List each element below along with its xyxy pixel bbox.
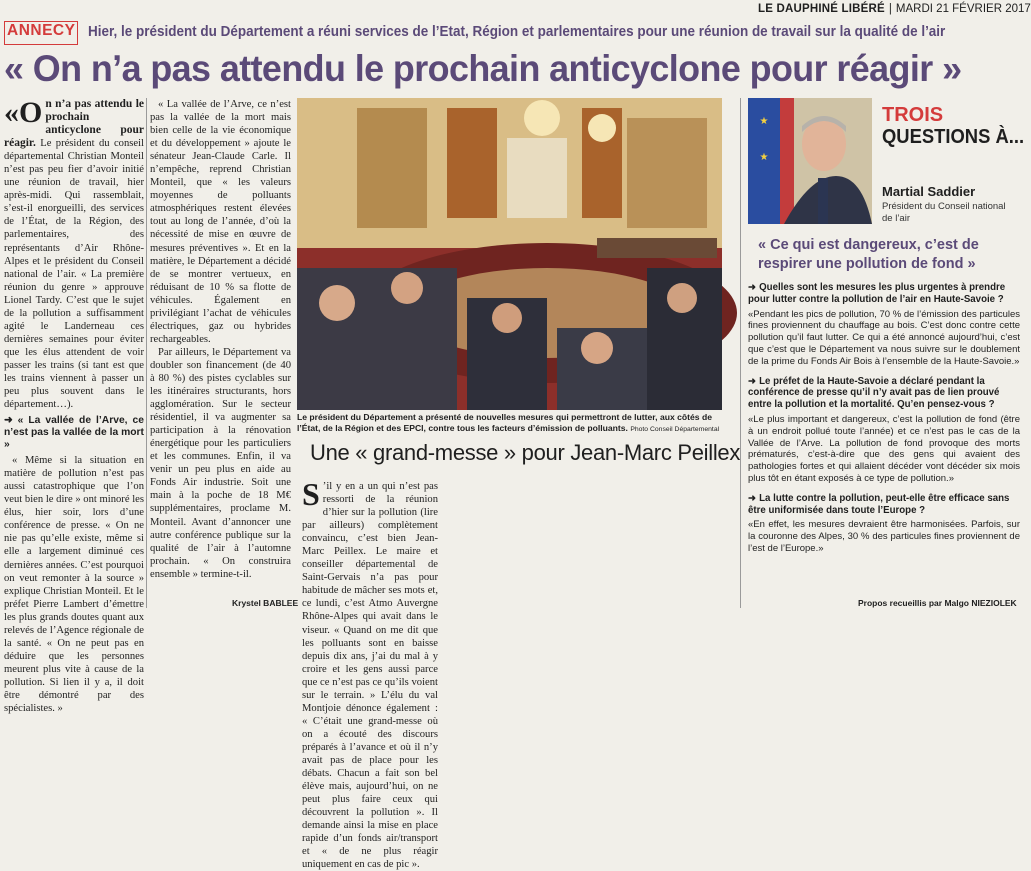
arrow-icon: ➜: [748, 375, 757, 387]
side-article-text: ’il y en a un qui n’est pas ressorti de la réunion d’hier sur la pollution (lire par ailleurs) complètement convaincu, c’est bien Jean-Marc Peillex. Le maire et conseiller départemental de Saint-Gervais n’a pas pour habitude de mâcher ses mots et, ce lundi, c’est Atmo Auvergne Rhône-Alpes qui avait dans le viseur. « Quand on me dit que les polluants sont en baisse depuis dix ans, j’ai du mal à y croire et les gens aussi parce que ce n’est pas ce qu’ils voient sur le terrain. » L’élu du val Montjoie dénonce également : « C’était une grand-messe où on a écouté des discours préparés à l’avance et où il n’y avait pas de place pour les débats. Chacun a fait son bel élève mais, aujourd’hui, on ne peut plus faire ceux qui découvrent la pollution ». Il demande ainsi la mise en place rapide d’un fonds air/transport et « de ne plus réagir uniquement en cas de pic ».: [302, 481, 438, 871]
issue-date: MARDI 21 FÉVRIER 2017: [895, 3, 1031, 15]
svg-text:★: ★: [759, 152, 769, 163]
interview-answer: «En effet, les mesures devraient être harmonisées. Parfois, sur la couronne des Alpes, 30 % des particules fines proviennent de l’est de l’Europe.»: [748, 519, 1020, 554]
article-column-1: [4, 96, 144, 715]
side-article-title: Une « grand-messe » pour Jean-Marc Peillex: [310, 440, 741, 465]
lead-quote: n n’a pas attendu le prochain anticyclone pour réagir.: [4, 98, 144, 150]
side-article-column-1: [302, 476, 438, 871]
drop-letter: O: [19, 96, 43, 129]
question-text: La lutte contre la pollution, peut-elle être efficace sans être uniformisée dans toute l’Europe ?: [748, 492, 1010, 516]
article-paragraph: Par ailleurs, le Département va doubler son financement (de 40 à 80 %) des pistes cyclables sur les itinéraires structurants, hors agglomération. Sur le secteur résidentiel, il va augmenter sa participation à la rénovation énergétique pour les particuliers et les communes. Enfin, il va venir un peu plus en aide au Fonds Air industrie. Soit une main à la poche de 18 M€ supplémentaires, proclame M. Monteil. Avant d’annoncer une autre conférence publique sur la qualité de l’air à l’automne prochain. « On construira ensemble » termine-t-il.: [150, 346, 291, 580]
photo-caption: [297, 412, 722, 435]
portrait-illustration: [748, 98, 872, 224]
section-label: ANNECY: [7, 22, 76, 39]
drop-cap: S: [302, 476, 320, 512]
arrow-icon: ➜: [748, 492, 757, 504]
interviewee-role: Président du Conseil national de l’air: [882, 201, 1006, 224]
column-divider: [740, 98, 741, 608]
interview-pullquote: « Ce qui est dangereux, c’est de respirer une pollution de fond »: [758, 237, 979, 272]
lead-paragraph: [4, 98, 144, 411]
article-column-2: [150, 98, 291, 610]
drop-quote-mark: «: [4, 96, 19, 129]
photo-credit: Photo Conseil Départemental: [630, 426, 720, 433]
article-paragraph: « Même si la situation en matière de pollution n’est pas aussi catastrophique que l’on veut bien le dire » ont minoré les élus, hier soir, lors d’une conférence de presse. « On ne nie pas qu’elle existe, même si elle a largement diminué ces dernières années. C’est pourquoi on veut remonter à la source » explique Christian Monteil. Et le préfet Pierre Lambert d’émettre les plus grands doutes quant aux relevés de l’Agence régionale de la santé. « On ne peut pas en déduire que les personnes meurent plus vite à cause de la pollution. Si lien il y a, il doit être démontré par des spécialistes. »: [4, 455, 144, 715]
newspaper-name: LE DAUPHINÉ LIBÉRÉ: [758, 3, 885, 15]
interview-question: [748, 493, 1020, 517]
question-text: Le préfet de la Haute-Savoie a déclaré pendant la conférence de presse qu’il n’y avait pas de lien prouvé entre la pollution et la mortalité. Qu’en pensez-vous ?: [748, 375, 1000, 411]
interview-qa: [748, 282, 1020, 602]
question-text: Quelles sont les mesures les plus urgentes à prendre pour lutter contre la pollution de l’air en Haute-Savoie ?: [748, 282, 1006, 305]
interview-answer: «Pendant les pics de pollution, 70 % de l’émission des particules fines proviennent du chauffage au bois. C’est donc contre cette pollution qu’il faut lutter. Ce qui a été annoncé aujourd’hui, c’est que c’est que le Département va nous suivre sur le doublement de la prime du Fonds Air Bois à l’ensemble de la Haute-Savoie.»: [748, 308, 1020, 367]
side-article-paragraph: [302, 476, 438, 871]
interview-kicker-red: TROIS: [882, 104, 944, 126]
masthead-separator: |: [888, 3, 892, 15]
meeting-photo: [297, 98, 722, 410]
drop-cap: [4, 96, 43, 129]
subhead: Hier, le président du Département a réuni services de l’Etat, Région et parlementaires pour une réunion de travail sur la qualité de l’air: [88, 24, 946, 40]
interview-credit: Propos recueillis par Malgo NIEZIOLEK: [858, 598, 1017, 608]
column-divider: [146, 98, 147, 608]
interview-question: [748, 376, 1020, 411]
article-paragraph: « La vallée de l’Arve, ce n’est pas la vallée de la mort mais bien celle de la vie économique et du développement » ajoute le sénateur Jean-Claude Carle. Il n’empêche, reprend Christian Monteil, que « les valeurs moyennes de polluants atmosphériques restent élevées tout au long de l’année, d’où la nécessité de mise en œuvre de mesures préventives ». Et en la matière, le Département a décidé de se montrer vertueux, en réduisant de 10 % sa flotte de véhicules. Également en privilégiant l’achat de véhicules électriques, gaz ou hybrides rechargeables.: [150, 99, 291, 345]
article-question-text: « La vallée de l’Arve, ce n’est pas la vallée de la mort »: [4, 415, 144, 451]
svg-text:★: ★: [759, 116, 769, 127]
arrow-icon: ➜: [748, 282, 757, 293]
council-chamber-illustration: [297, 98, 722, 410]
photo-caption-text: Le président du Département a présenté de nouvelles mesures qui permettront de lutter, aux côtés de l’État, de la Région et des EPCI, contre tous les facteurs d’émission de polluants.: [297, 412, 713, 433]
interview-answer: «Le plus important et dangereux, c’est la pollution de fond (être à un endroit pollué toute l’année) et ce n’est pas le cas de la Vallée de l’Arve. La pollution de fond provoque des morts prématurés, c’est-à-dire que des gens qui avaient des pathologies fortes et qui allaient décéder vont décéder six mois plus tôt en étant exposés à ce type de pollution.»: [748, 413, 1020, 484]
interview-kicker: QUESTIONS À...: [882, 126, 1025, 148]
portrait-photo: [748, 98, 872, 224]
article-paragraph: Le président du conseil départemental Christian Monteil n’est pas peu fier d’avoir initié une réunion de travail, hier après-midi. Qui rassemblait, s’est-il enorgueilli, des services de l’État, de la Région, des parlementaires, des représentants d’Air Rhône-Alpes et le président du Conseil national de l’air. « La première réunion du genre » approuve Lionel Tardy. C’est que le sujet de la pollution a suffisamment agité le Landerneau ces dernières semaines pour éviter que les élus attendent de voir passer les trains (si tant est que les trains viennent à passer un peu plus souvent dans le département…).: [4, 138, 144, 411]
byline: Krystel BABLEE: [232, 598, 299, 608]
interviewee-name: Martial Saddier: [882, 184, 976, 199]
interview-question: [748, 282, 1020, 306]
masthead: [758, 3, 1031, 21]
article-question: ➜ « La vallée de l’Arve, ce n’est pas la vallée de la mort »: [4, 415, 144, 451]
headline: « On n’a pas attendu le prochain anticyclone pour réagir »: [4, 48, 962, 89]
